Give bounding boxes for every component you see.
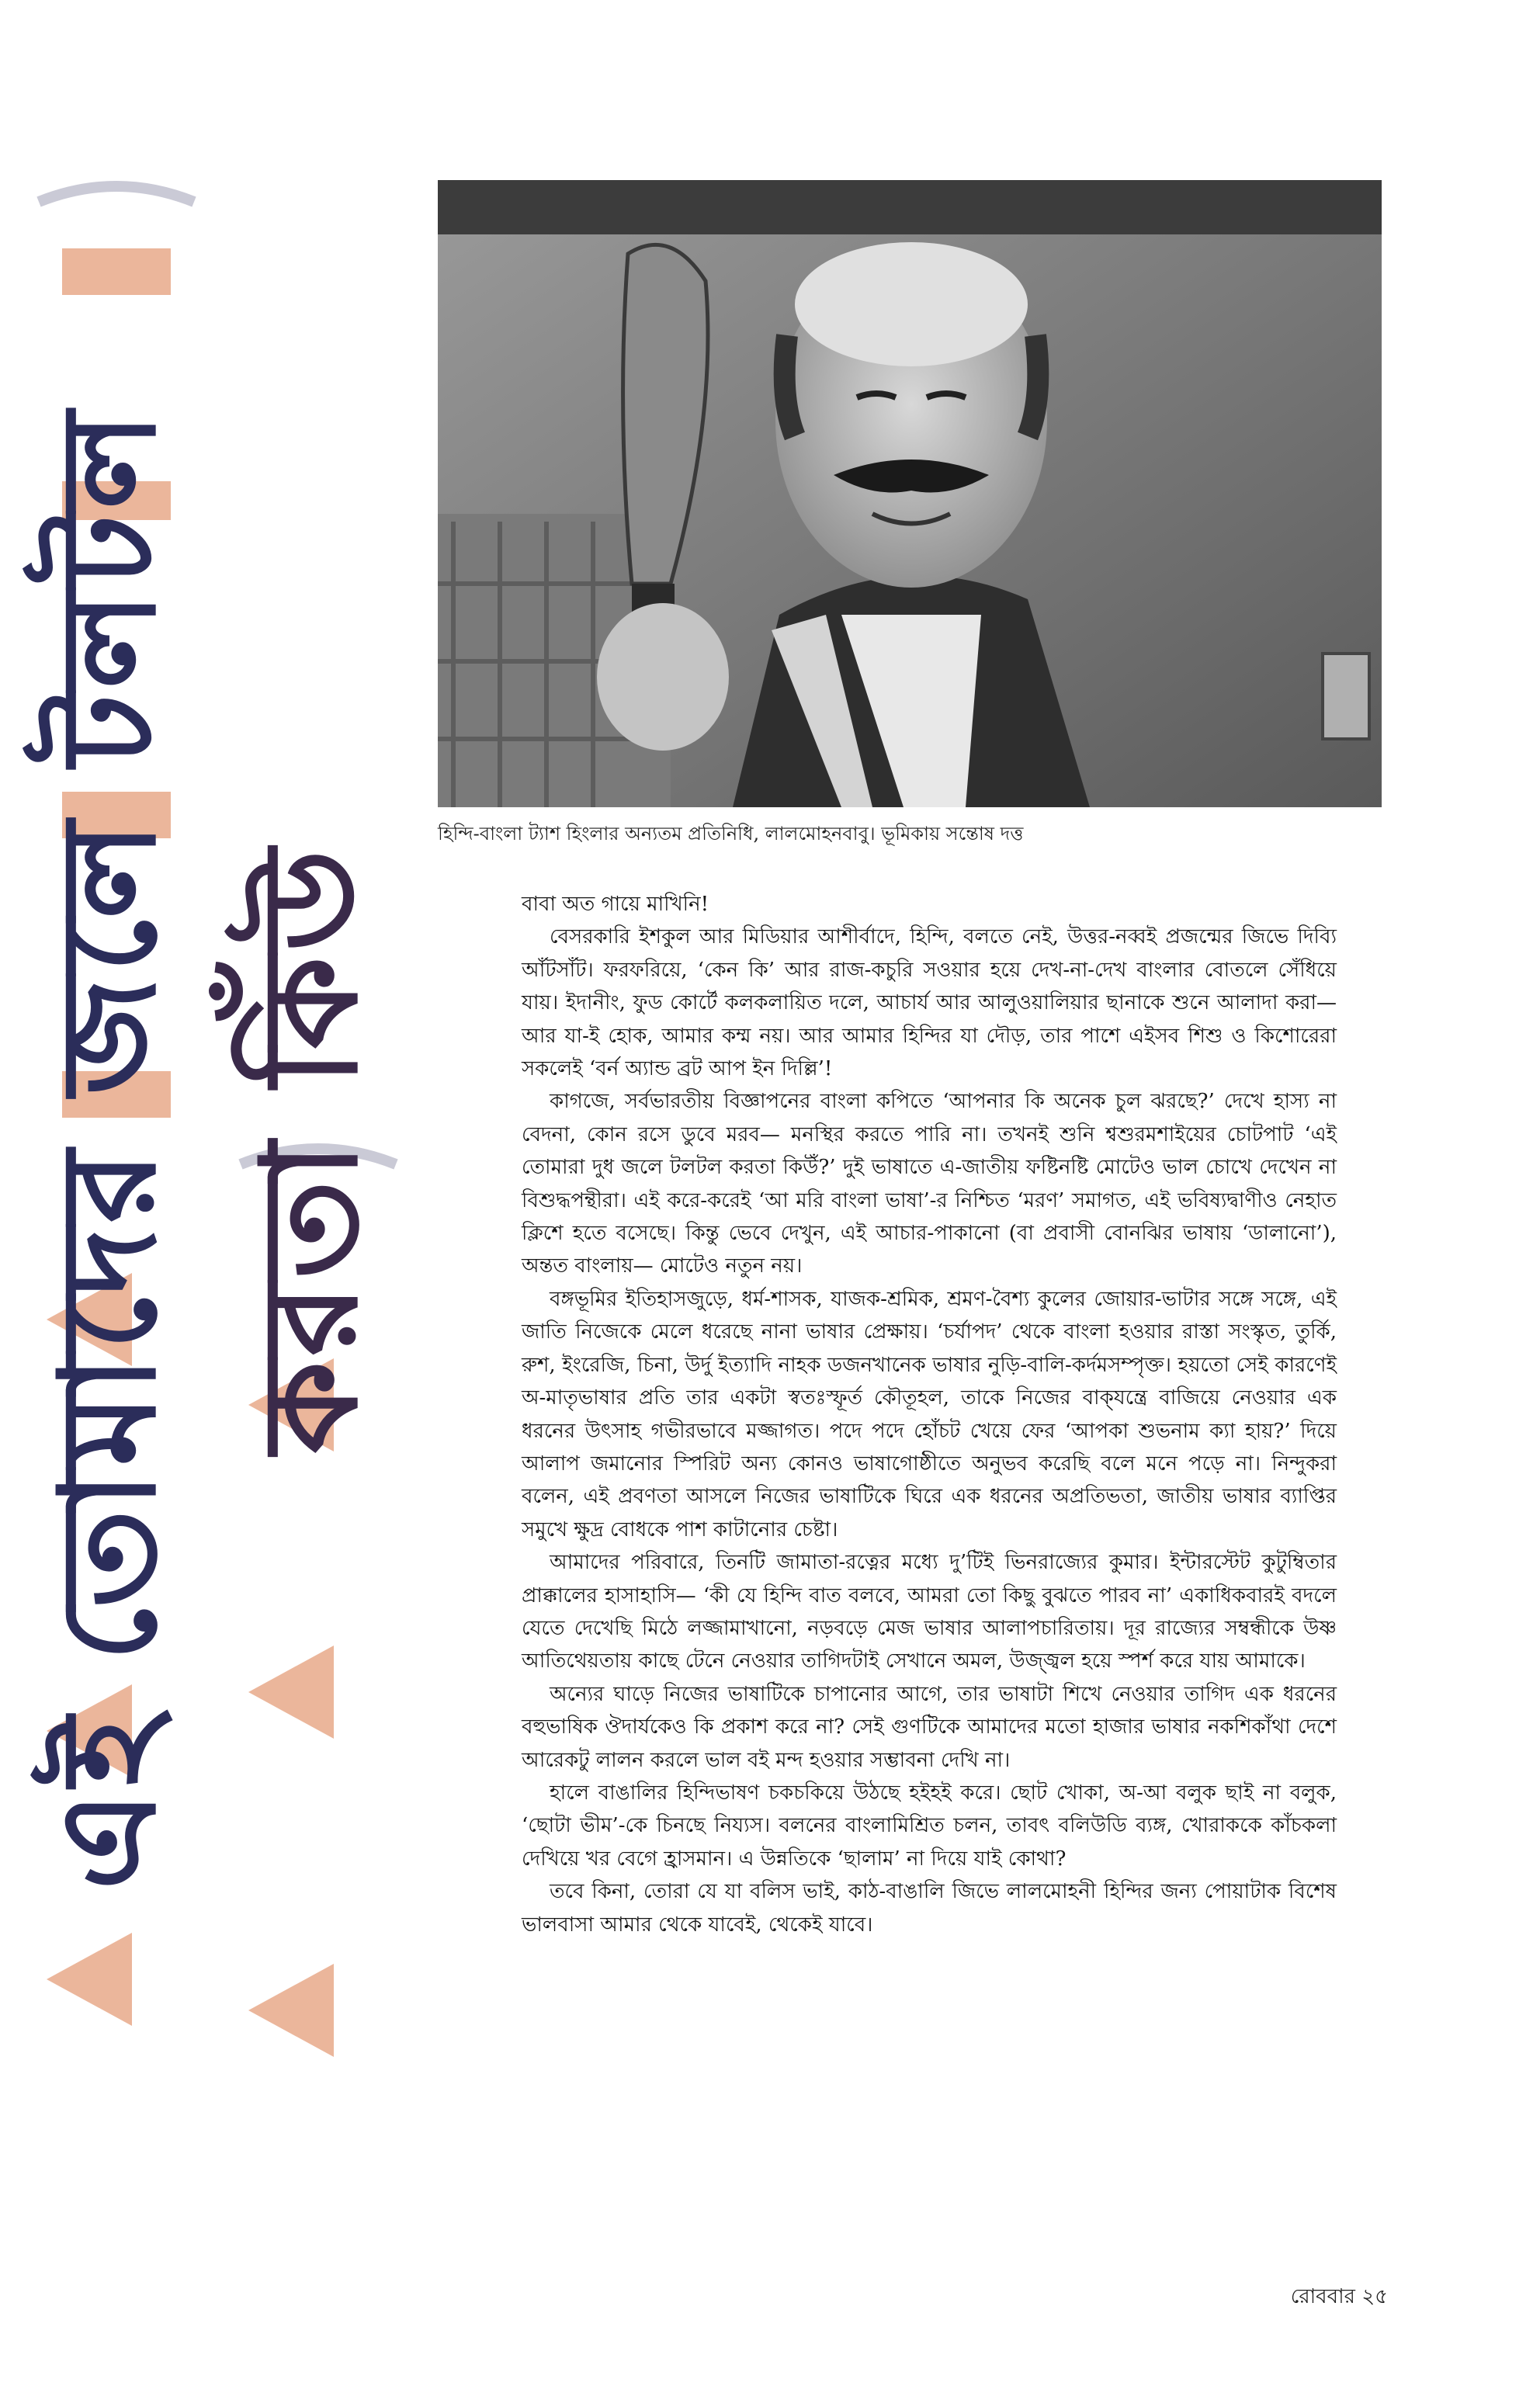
article-paragraph: অন্যের ঘাড়ে নিজের ভাষাটিকে চাপানোর আগে, তার ভাষাটা শিখে নেওয়ার তাগিদ এক ধরনের বহুভাষিক ঔদার্যকেও কি প্রকাশ করে না? সেই গুণটিকে আমাদের মতো হাজার ভাষার নকশিকাঁথা দেশে আরেকটু লালন করলে ভাল বই মন্দ হওয়ার সম্ভাবনা দেখি না।	[522, 1682, 1337, 1772]
headline	[16, 155, 419, 2142]
article-paragraph: আমাদের পরিবারে, তিনটি জামাতা-রত্নের মধ্যে দু’টিই ভিনরাজ্যের কুমার। ইন্টারস্টেট কুটুম্বিতার প্রাক্কালের হাসাহাসি— ‘কী যে হিন্দি বাত বলবে, আমরা তো কিছু বুঝতে পারব না’ একাধিকবারই বদলে যেতে দেখেছি মিঠে লজ্জামাখানো, নড়বড়ে মেজ ভাষার আলাপচারিতায়। দূর রাজ্যের সম্বন্ধীকে উষ্ণ আতিথেয়তায় কাছে টেনে নেওয়ার তাগিদটাই সেখানে অমল, উজ্জ্বল হয়ে স্পর্শ করে যায় আমাকে।	[522, 1551, 1337, 1673]
article-paragraph: তবে কিনা, তোরা যে যা বলিস ভাই, কাঠ-বাঙালি জিভে লালমোহনী হিন্দির জন্য পোয়াটাক বিশেষ ভালবাসা আমার থেকে যাবেই, থেকেই যাবে।	[522, 1880, 1337, 1937]
headline-line-2	[217, 155, 419, 2142]
article-body	[522, 888, 1337, 1941]
photo-caption: হিন্দি-বাংলা ট্যাশ হিংলার অন্যতম প্রতিনিধি, লালমোহনবাবু। ভূমিকায় সন্তোষ দত্ত	[438, 823, 1024, 844]
page-footer: রোববার ২৫	[1290, 2285, 1388, 2308]
article-paragraph: বঙ্গভূমির ইতিহাসজুড়ে, ধর্ম-শাসক, যাজক-শ্রমিক, শ্রমণ-বৈশ্য কুলের জোয়ার-ভাটার সঙ্গে সঙ্গে, এই জাতি নিজেকে মেলে ধরেছে নানা ভাষার প্রেক্ষায়। ‘চর্যাপদ’ থেকে বাংলা হওয়ার রাস্তা সংস্কৃত, তুর্কি, রুশ, ইংরেজি, চিনা, উর্দু ইত্যাদি নাহক ডজনখানেক ভাষার নুড়ি-বালি-কর্দমসম্পৃক্ত। হয়তো সেই কারণেই অ-মাতৃভাষার প্রতি তার একটা স্বতঃস্ফূর্ত কৌতূহল, তাকে নিজের বাক্‌যন্ত্রে বাজিয়ে নেওয়ার এক ধরনের উৎসাহ গভীরভাবে মজ্জাগত। পদে পদে হোঁচট খেয়ে ফের ‘আপকা শুভনাম ক্যা হায়?’ দিয়ে আলাপ জমানোর স্পিরিট অন্য কোনও ভাষাগোষ্ঠীতে অনুভব করেছি বলে মনে পড়ে না। নিন্দুকরা বলেন, এই প্রবণতা আসলে নিজের ভাষাটিকে ঘিরে এক ধরনের অপ্রতিভতা, জাতীয় ভাষার ব্যাপ্তির সমুখে ক্ষুদ্র বোধকে পাশ কাটানোর চেষ্টা।	[522, 1287, 1337, 1542]
article-paragraph: বাবা অত গায়ে মাখিনি!	[522, 893, 709, 916]
article-paragraph: কাগজে, সর্বভারতীয় বিজ্ঞাপনের বাংলা কপিতে ‘আপনার কি অনেক চুল ঝরছে?’ দেখে হাস্য না বেদনা, কোন রসে ডুবে মরব— মনস্থির করতে পারি না। তখনই শুনি শ্বশুরমশাইয়ের চোটপাট ‘এই তোমারা দুধ জলে টলটল করতা কিউঁ?’ দুই ভাষাতে এ-জাতীয় ফষ্টিনষ্টি মোটেও ভাল চোখে দেখেন না বিশুদ্ধপন্থীরা। এই করে-করেই ‘আ মরি বাংলা ভাষা’-র নিশ্চিত ‘মরণ’ সমাগত, এই ভবিষ্যদ্বাণীও নেহাত ক্লিশে হতে বসেছে। কিন্তু ভেবে দেখুন, এই আচার-পাকানো (বা প্রবাসী বোনঝির ভাষায় ‘ডালানো’), অন্তত বাংলায়— মোটেও নতুন নয়।	[522, 1090, 1337, 1278]
headline-line-2-text: করতা কিঁউ	[232, 844, 387, 1454]
headline-line-1-text: এই তোমাদের জলে টলটল	[30, 407, 186, 1891]
article-paragraph: বেসরকারি ইশকুল আর মিডিয়ার আশীর্বাদে, হিন্দি, বলতে নেই, উত্তর-নব্বই প্রজন্মের জিভে দিব্যি আঁটসাঁট। ফরফরিয়ে, ‘কেন কি’ আর রাজ-কচুরি সওয়ার হয়ে দেখ-না-দেখ বাংলার বোতলে সেঁধিয়ে যায়। ইদানীং, ফুড কোর্টে কলকলায়িত দলে, আচার্য আর আলুওয়ালিয়ার ছানাকে শুনে আলাদা করা— আর যা-ই হোক, আমার কম্ম নয়। আর আমার হিন্দির যা দৌড়, তার পাশে এইসব শিশু ও কিশোরেরা সকলেই ‘বর্ন অ্যান্ড ব্রট আপ ইন দিল্লি’!	[522, 925, 1337, 1081]
portrait-photo	[438, 180, 1382, 807]
portrait-illustration	[438, 180, 1382, 807]
article-paragraph: হালে বাঙালির হিন্দিভাষণ চকচকিয়ে উঠছে হইহই করে। ছোট খোকা, অ-আ বলুক ছাই না বলুক, ‘ছোটা ভীম’-কে চিনছে নিয্যস। বলনের বাংলামিশ্রিত চলন, তাবৎ বলিউডি ব্যঙ্গ, খোরাককে কাঁচকলা দেখিয়ে খর বেগে হ্রাসমান। এ উন্নতিকে ‘ছালাম’ না দিয়ে যাই কোথা?	[522, 1781, 1337, 1871]
headline-line-1	[16, 155, 217, 2142]
